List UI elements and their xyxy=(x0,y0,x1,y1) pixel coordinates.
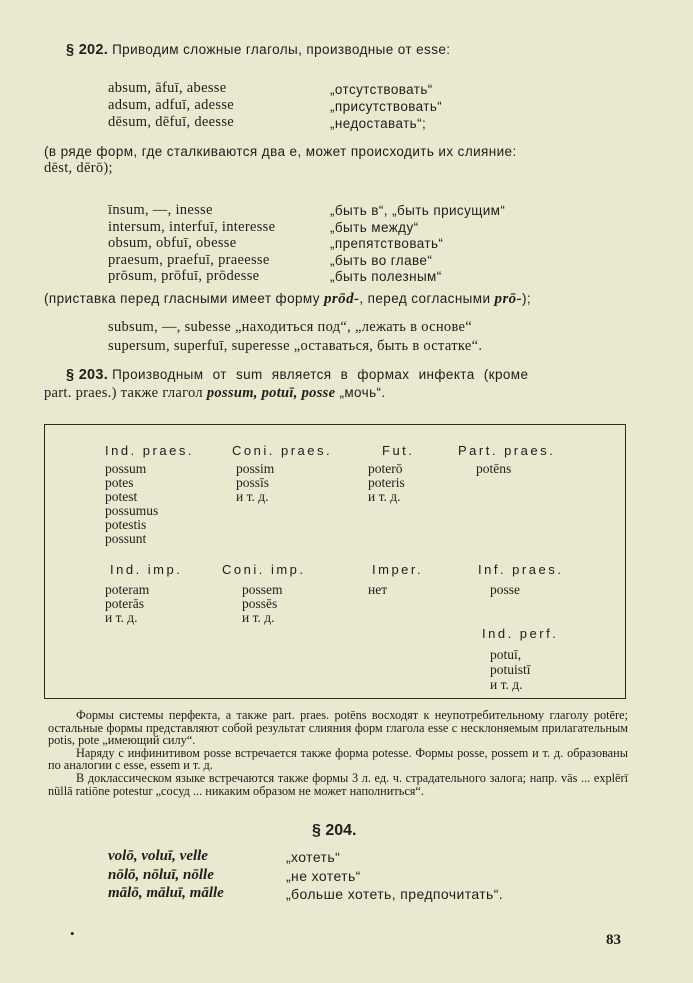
section-204-heading: § 204. xyxy=(312,822,357,839)
text: ); xyxy=(521,291,532,306)
meaning: „хотеть“ xyxy=(286,849,341,865)
meaning-list-2 xyxy=(330,203,505,286)
column-heading: Coni. imp. xyxy=(222,562,306,577)
text: possēs xyxy=(242,596,278,611)
text: poterō xyxy=(368,461,403,476)
verb-list-2 xyxy=(108,202,275,285)
meaning: „не хотеть“ xyxy=(286,867,361,884)
column-heading: Ind. perf. xyxy=(482,626,559,641)
meaning: „препятствовать“ xyxy=(330,236,444,251)
notes xyxy=(48,709,628,797)
list-item: supersum, superfuī, superesse „оставаться, быть в остатке“. xyxy=(108,337,483,354)
verb-list-3 xyxy=(108,318,482,355)
note-merge xyxy=(44,143,517,177)
verb-list-1 xyxy=(108,80,234,131)
list-item: subsum, —, subesse „находиться под“, „лежать в основе“ xyxy=(108,319,472,335)
text: posse xyxy=(490,582,520,597)
text: нет xyxy=(368,582,388,597)
meaning: „отсутствовать“ xyxy=(330,82,433,97)
table-col xyxy=(320,562,423,597)
text: dēsum, dēfuī, deesse xyxy=(108,114,234,130)
text: poteram xyxy=(105,582,150,597)
note-paragraph: Формы системы перфекта, а также part. praes. potēns восходят к неупотребительному глаголу potēre; остальные формы представляют собой результат слияния форм глагола esse с несклоняемым прилагательным potis, pote „имеющий силу“. xyxy=(48,708,628,748)
text: poteris xyxy=(368,475,405,490)
text: adsum, adfuī, adesse xyxy=(108,97,234,113)
meaning: „быть полезным“ xyxy=(330,269,442,284)
list-item: mālō, māluī, mālle xyxy=(108,885,224,901)
column-heading: Imper. xyxy=(372,562,424,577)
table-col xyxy=(458,443,555,476)
table-col-perf xyxy=(482,626,558,692)
column-heading: Part. praes. xyxy=(458,443,556,458)
text: „мочь“. xyxy=(335,385,386,400)
table-col xyxy=(368,443,414,504)
text: и т. д. xyxy=(242,610,275,625)
text: possumus xyxy=(105,503,159,518)
note-prefix xyxy=(44,291,531,308)
list-item: praesum, praefuī, praeesse xyxy=(108,251,270,268)
page-number: 83 xyxy=(606,932,621,948)
column-heading: Fut. xyxy=(382,443,415,458)
text: possum, potuī, posse xyxy=(206,385,336,401)
text: possem xyxy=(242,582,283,597)
column-heading: Ind. praes. xyxy=(105,443,194,458)
list-item: intersum, interfuī, interesse xyxy=(108,218,276,235)
column-heading: Ind. imp. xyxy=(110,562,183,577)
column-heading: Coni. praes. xyxy=(232,443,333,458)
meaning-list-204 xyxy=(286,848,503,904)
meaning: „быть между“ xyxy=(330,219,419,235)
list-item: nōlō, nōluī, nōlle xyxy=(108,866,214,883)
text: и т. д. xyxy=(105,610,138,625)
table-col xyxy=(478,562,563,597)
text: и т. д. xyxy=(368,489,401,504)
list-item: prōsum, prōfuī, prōdesse xyxy=(108,268,260,284)
footer-mark: • xyxy=(70,926,75,941)
text: prōd- xyxy=(324,291,360,307)
text: potēns xyxy=(476,461,512,476)
section-203-line2 xyxy=(44,385,386,402)
meaning: „быть во главе“ xyxy=(330,252,433,268)
text: (приставка перед гласными имеет форму xyxy=(44,291,325,306)
text: и т. д. xyxy=(490,677,523,692)
text: potestis xyxy=(105,517,147,532)
text: , перед согласными xyxy=(359,291,495,306)
table-col xyxy=(105,443,194,546)
text: potes xyxy=(105,475,134,490)
table-col xyxy=(105,562,183,625)
text: potuī, xyxy=(490,647,522,662)
text: possum xyxy=(105,461,147,476)
text: potest xyxy=(105,489,138,504)
column-heading: Inf. praes. xyxy=(478,562,564,577)
list-item xyxy=(108,97,234,114)
list-item xyxy=(108,80,234,97)
text: poterās xyxy=(105,596,144,611)
meaning: „недоставать“; xyxy=(330,116,427,131)
text: possim xyxy=(236,461,275,476)
section-202-heading xyxy=(66,42,450,59)
note-paragraph: В доклассическом языке встречаются также формы 3 л. ед. ч. страдательного залога; напр. vās ... explērī nūllā ratiōne potestur „сосуд ... никаким образом не может наполниться“. xyxy=(48,770,628,798)
verb-list-204 xyxy=(108,847,224,903)
note-line: (в ряде форм, где сталкиваются два e, может происходить их слияние: xyxy=(44,144,517,159)
section-intro: Приводим сложные глаголы, производные от esse: xyxy=(112,42,451,57)
section-203-heading xyxy=(66,367,528,384)
text: possīs xyxy=(236,475,270,490)
note-line: dēst, dērō); xyxy=(44,160,113,176)
text: part. praes.) также глагол xyxy=(44,385,207,401)
text: potuistī xyxy=(490,662,531,677)
meaning: „присутствовать“ xyxy=(330,99,443,114)
text: и т. д. xyxy=(236,489,269,504)
meaning-list-1 xyxy=(330,81,442,132)
note-paragraph: Наряду с инфинитивом posse встречается также форма potesse. Формы posse, possem и т. д. образованы по аналогии с esse, essem и т. д. xyxy=(48,745,628,773)
meaning: „быть в“, „быть присущим“ xyxy=(330,203,506,218)
section-number: § 202. xyxy=(66,42,109,58)
text: absum, āfuī, abesse xyxy=(108,80,227,96)
section-number: § 203. xyxy=(66,367,109,383)
list-item xyxy=(108,114,234,131)
list-item: volō, voluī, velle xyxy=(108,848,208,864)
list-item: obsum, obfuī, obesse xyxy=(108,235,237,251)
table-col xyxy=(222,562,306,625)
text: possunt xyxy=(105,531,147,546)
text: prō- xyxy=(494,291,522,307)
list-item: īnsum, —, inesse xyxy=(108,202,213,218)
section-text: Производным от sum является в формах инфекта (кроме xyxy=(112,367,529,382)
meaning: „больше хотеть, предпочитать“. xyxy=(286,886,504,902)
table-col xyxy=(232,443,332,504)
